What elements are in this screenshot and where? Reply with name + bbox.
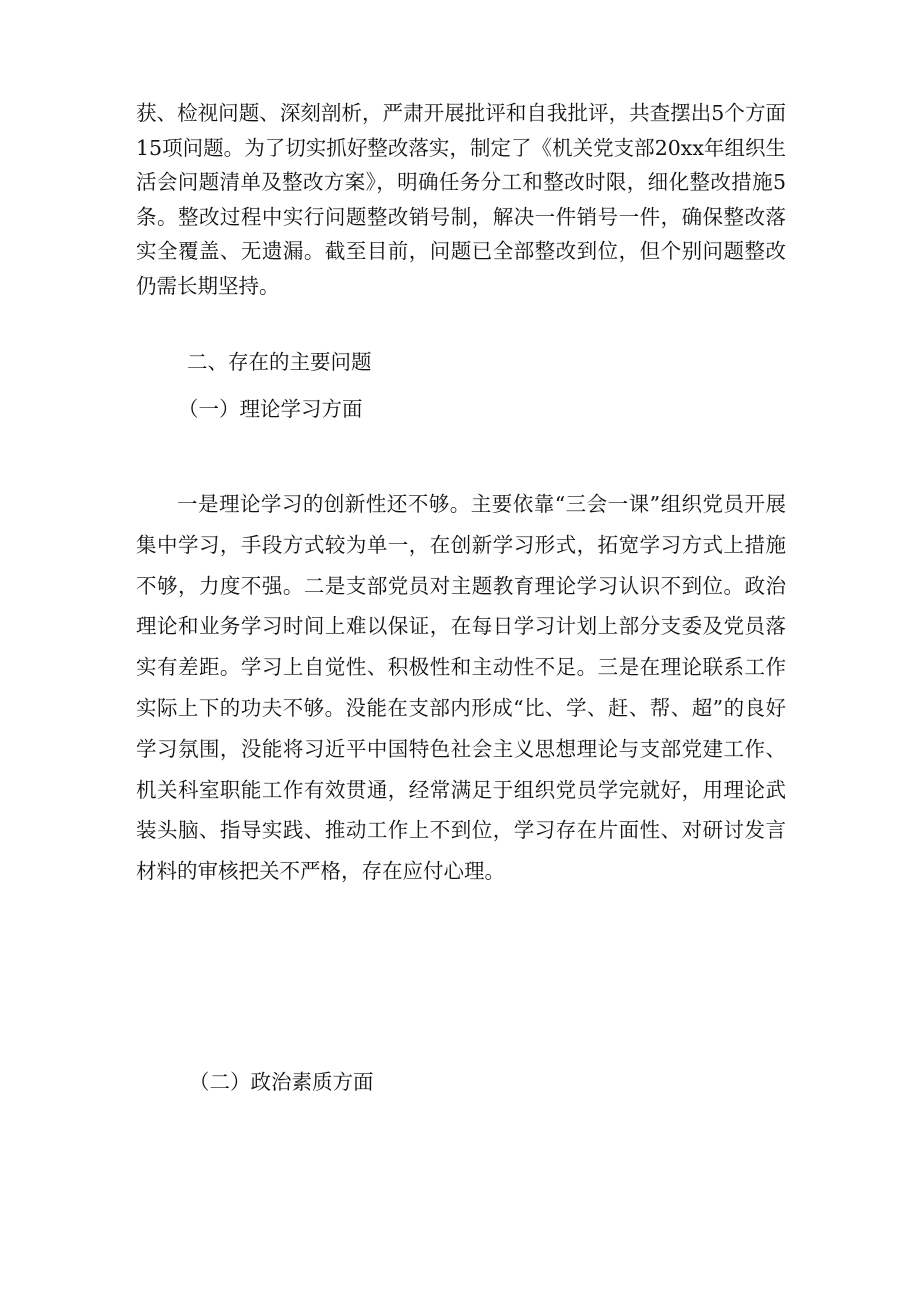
intro-paragraph: 获、检视问题、深刻剖析，严肃开展批评和自我批评，共查摆出5个方面15项问题。为了切实抓好整改落实，制定了《机关党支部20xx年组织生活会问题清单及整改方案》，明确任务分工和整改时限，细化整改措施5条。整改过程中实行问题整改销号制，解决一件销号一件，确保整改落实全覆盖、无遗漏。截至目前，问题已全部整改到位，但个别问题整改仍需长期坚持。 xyxy=(136,101,786,298)
subsection-heading-theory-study: （一）理论学习方面 xyxy=(178,397,363,421)
subsection-heading-political-quality: （二）政治素质方面 xyxy=(189,1070,374,1094)
theory-study-paragraph: 一是理论学习的创新性还不够。主要依靠“三会一课”组织党员开展集中学习，手段方式较为单一，在创新学习形式，拓宽学习方式上措施不够，力度不强。二是支部党员对主题教育理论学习认识不到位。政治理论和业务学习时间上难以保证，在每日学习计划上部分支委及党员落实有差距。学习上自觉性、积极性和主动性不足。三是在理论联系工作实际上下的功夫不够。没能在支部内形成“比、学、赶、帮、超”的良好学习氛围，没能将习近平中国特色社会主义思想理论与支部党建工作、机关科室职能工作有效贯通，经常满足于组织党员学完就好，用理论武装头脑、指导实践、推动工作上不到位，学习存在片面性、对研讨发言材料的审核把关不严格，存在应付心理。 xyxy=(136,492,786,884)
section-heading: 二、存在的主要问题 xyxy=(187,350,372,374)
